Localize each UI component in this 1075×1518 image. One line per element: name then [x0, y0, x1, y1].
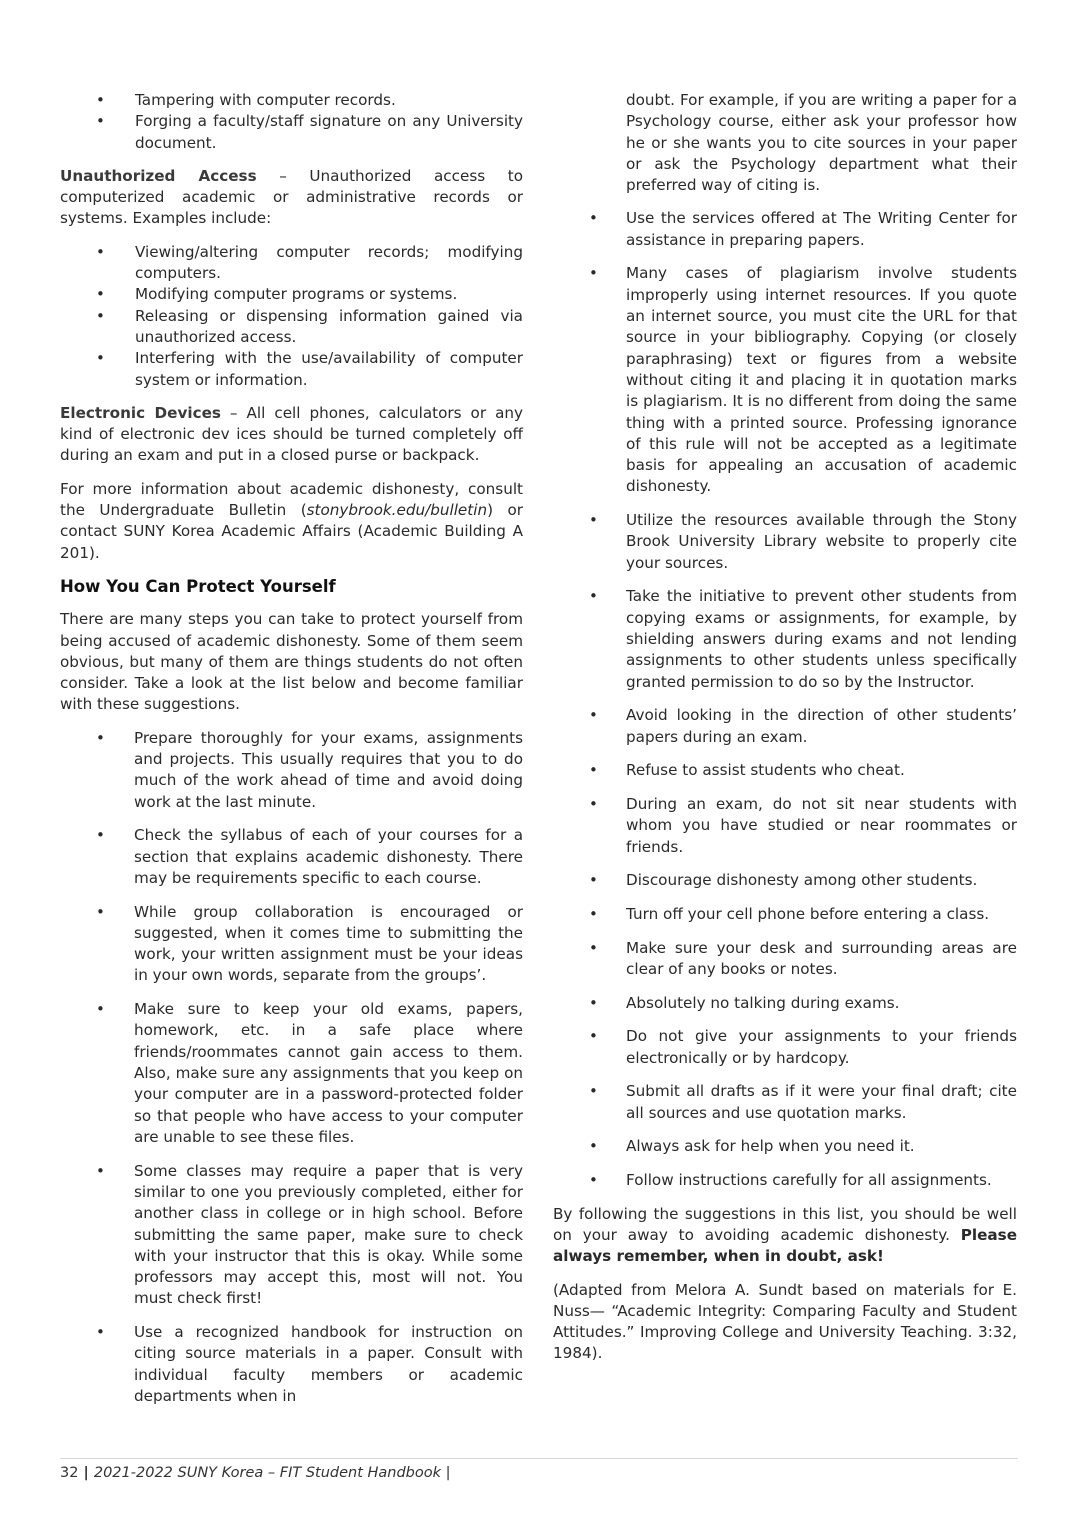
bullet-icon: •	[96, 349, 105, 368]
list-item: • Viewing/altering computer records; modifying computers.	[96, 242, 523, 283]
more-info-paragraph: For more information about academic dishonesty, consult the Undergraduate Bulletin (stonybrook.edu/bulletin) or contact SUNY Korea Academic Affairs (Academic Building A 201).	[60, 479, 523, 562]
list-item: • Submit all drafts as if it were your final draft; cite all sources and use quotation marks.	[589, 1082, 1017, 1122]
list-item: • Forging a faculty/staff signature on any University document.	[96, 112, 523, 152]
unauthorized-access-term: Unauthorized Access	[60, 166, 257, 185]
list-item: • Check the syllabus of each of your courses for a section that explains academic dishonesty. There may be requirements specific to each course.	[96, 826, 523, 887]
unauthorized-access-list	[60, 242, 523, 391]
intro-paragraph: There are many steps you can take to protect yourself from being accused of academic dishonesty. Some of them seem obvious, but many of them are things students do not often consider. Take a look at the list below and become familiar with these suggestions.	[60, 610, 523, 714]
list-item: • Avoid looking in the direction of other students’ papers during an exam.	[589, 706, 1017, 746]
list-item: • Use the services offered at The Writing Center for assistance in preparing papers.	[589, 209, 1017, 249]
list-item: • Turn off your cell phone before entering a class.	[553, 904, 1017, 925]
list-item: • Discourage dishonesty among other students.	[553, 870, 1017, 891]
bullet-icon: •	[96, 1161, 105, 1180]
bullet-icon: •	[589, 993, 598, 1012]
list-item: • Make sure your desk and surrounding areas are clear of any books or notes.	[589, 938, 1017, 978]
list-item: • Always ask for help when you need it.	[553, 1136, 1017, 1157]
bullet-icon: •	[589, 1137, 598, 1156]
bullet-icon: •	[96, 91, 105, 109]
list-item: • Interfering with the use/availability of computer system or information.	[96, 349, 523, 389]
list-item: • Modifying computer programs or systems.	[60, 284, 523, 305]
citation-paragraph: (Adapted from Melora A. Sundt based on materials for E. Nuss— “Academic Integrity: Comparing Faculty and Student Attitudes.” Improving College and University Teaching. 3:32, 1984).	[553, 1280, 1017, 1363]
bullet-icon: •	[589, 1027, 598, 1046]
bullet-icon: •	[589, 511, 598, 530]
protect-list-continued	[553, 208, 1017, 1191]
closing-emphasis: Please always remember, when in doubt, ask!	[553, 1225, 1017, 1266]
right-column	[553, 90, 1017, 1377]
bullet-icon: •	[589, 1082, 598, 1101]
bullet-icon: •	[589, 871, 598, 890]
left-column	[60, 90, 523, 1420]
bullet-icon: •	[96, 285, 105, 304]
list-item: • Some classes may require a paper that is very similar to one you previously completed, either for another class in college or in high school. Before submitting the same paper, make sure to check with your instructor that this is okay. While some professors may accept this, most will not. You must check first!	[96, 1161, 523, 1308]
list-item: • Do not give your assignments to your friends electronically or by hardcopy.	[589, 1027, 1017, 1067]
page-number: 32	[60, 1465, 79, 1481]
continuation-paragraph: doubt. For example, if you are writing a paper for a Psychology course, either ask your professor how he or she wants you to cite sources in your paper or ask the Psychology department what their preferred way of citing is.	[626, 91, 1017, 195]
list-item: • Prepare thoroughly for your exams, assignments and projects. This usually requires that you to do much of the work ahead of time and avoid doing work at the last minute.	[96, 728, 523, 811]
electronic-devices-term: Electronic Devices	[60, 403, 221, 422]
list-item: • Utilize the resources available through the Stony Brook University Library website to properly cite your sources.	[589, 511, 1017, 572]
bullet-icon: •	[96, 826, 105, 845]
bullet-icon: •	[589, 761, 598, 780]
bullet-icon: •	[589, 264, 598, 283]
list-item: • Releasing or dispensing information gained via unauthorized access.	[96, 306, 523, 346]
section-heading: How You Can Protect Yourself	[60, 576, 336, 596]
bullet-icon: •	[96, 306, 105, 325]
list-item: • While group collaboration is encouraged or suggested, when it comes time to submitting the work, your written assignment must be your ideas in your own words, separate from the groups’.	[96, 902, 523, 985]
electronic-devices-paragraph: Electronic Devices – All cell phones, calculators or any kind of electronic dev ices should be turned completely off during an exam and put in a closed purse or backpack.	[60, 403, 524, 465]
tampering-list	[60, 90, 523, 154]
bullet-icon: •	[96, 902, 105, 921]
list-item: • Many cases of plagiarism involve students improperly using internet resources. If you quote an internet source, you must cite the URL for that source in your bibliography. Copying (or closely paraphrasing) text or figures from a website without citing it and placing it in quotation marks is plagiarism. It is no different from doing the same thing with a printed source. Professing ignorance of this rule will not be accepted as a legitimate basis for appealing an accusation of academic dishonesty.	[589, 264, 1017, 496]
unauthorized-access-paragraph: Unauthorized Access – Unauthorized access to computerized academic or administrative records or systems. Examples include:	[60, 166, 523, 228]
list-item: • Make sure to keep your old exams, papers, homework, etc. in a safe place where friends/roommates cannot gain access to them. Also, make sure any assignments that you keep on your computer are in a password-protected folder so that people who have access to your computer are unable to see these files.	[96, 1000, 523, 1146]
list-item: • Tampering with computer records.	[60, 90, 523, 111]
bullet-icon: •	[96, 1000, 105, 1019]
bullet-icon: •	[589, 1170, 598, 1189]
bullet-icon: •	[96, 1323, 105, 1342]
bullet-icon: •	[96, 242, 105, 261]
bullet-icon: •	[589, 794, 598, 813]
list-item: • Take the initiative to prevent other students from copying exams or assignments, for example, by shielding answers during exams and not lending assignments to other students unless specifically granted permission to do so by the Instructor.	[589, 587, 1017, 691]
list-item: • Refuse to assist students who cheat.	[553, 760, 1017, 781]
list-item: • Absolutely no talking during exams.	[553, 993, 1017, 1014]
bullet-icon: •	[589, 938, 598, 957]
list-item: • Follow instructions carefully for all assignments.	[553, 1170, 1017, 1191]
bullet-icon: •	[589, 587, 598, 606]
bullet-icon: •	[589, 904, 598, 923]
page-footer: 32 | 2021-2022 SUNY Korea – FIT Student Handbook |	[60, 1458, 1018, 1484]
bullet-icon: •	[589, 209, 598, 228]
list-item: • During an exam, do not sit near students with whom you have studied or near roommates or friends.	[589, 794, 1017, 856]
bullet-icon: •	[589, 706, 598, 725]
closing-paragraph: By following the suggestions in this list, you should be well on your away to avoiding academic dishonesty. Please always remember, when in doubt, ask!	[553, 1204, 1017, 1266]
bullet-icon: •	[96, 728, 105, 747]
handbook-title: 2021-2022 SUNY Korea – FIT Student Handbook	[93, 1465, 442, 1481]
bulletin-link[interactable]: stonybrook.edu/bulletin	[306, 501, 488, 520]
list-item: • Use a recognized handbook for instruction on citing source materials in a paper. Consult with individual faculty members or academic departments when in	[96, 1323, 523, 1405]
bullet-icon: •	[96, 112, 105, 131]
protect-list	[60, 728, 523, 1408]
